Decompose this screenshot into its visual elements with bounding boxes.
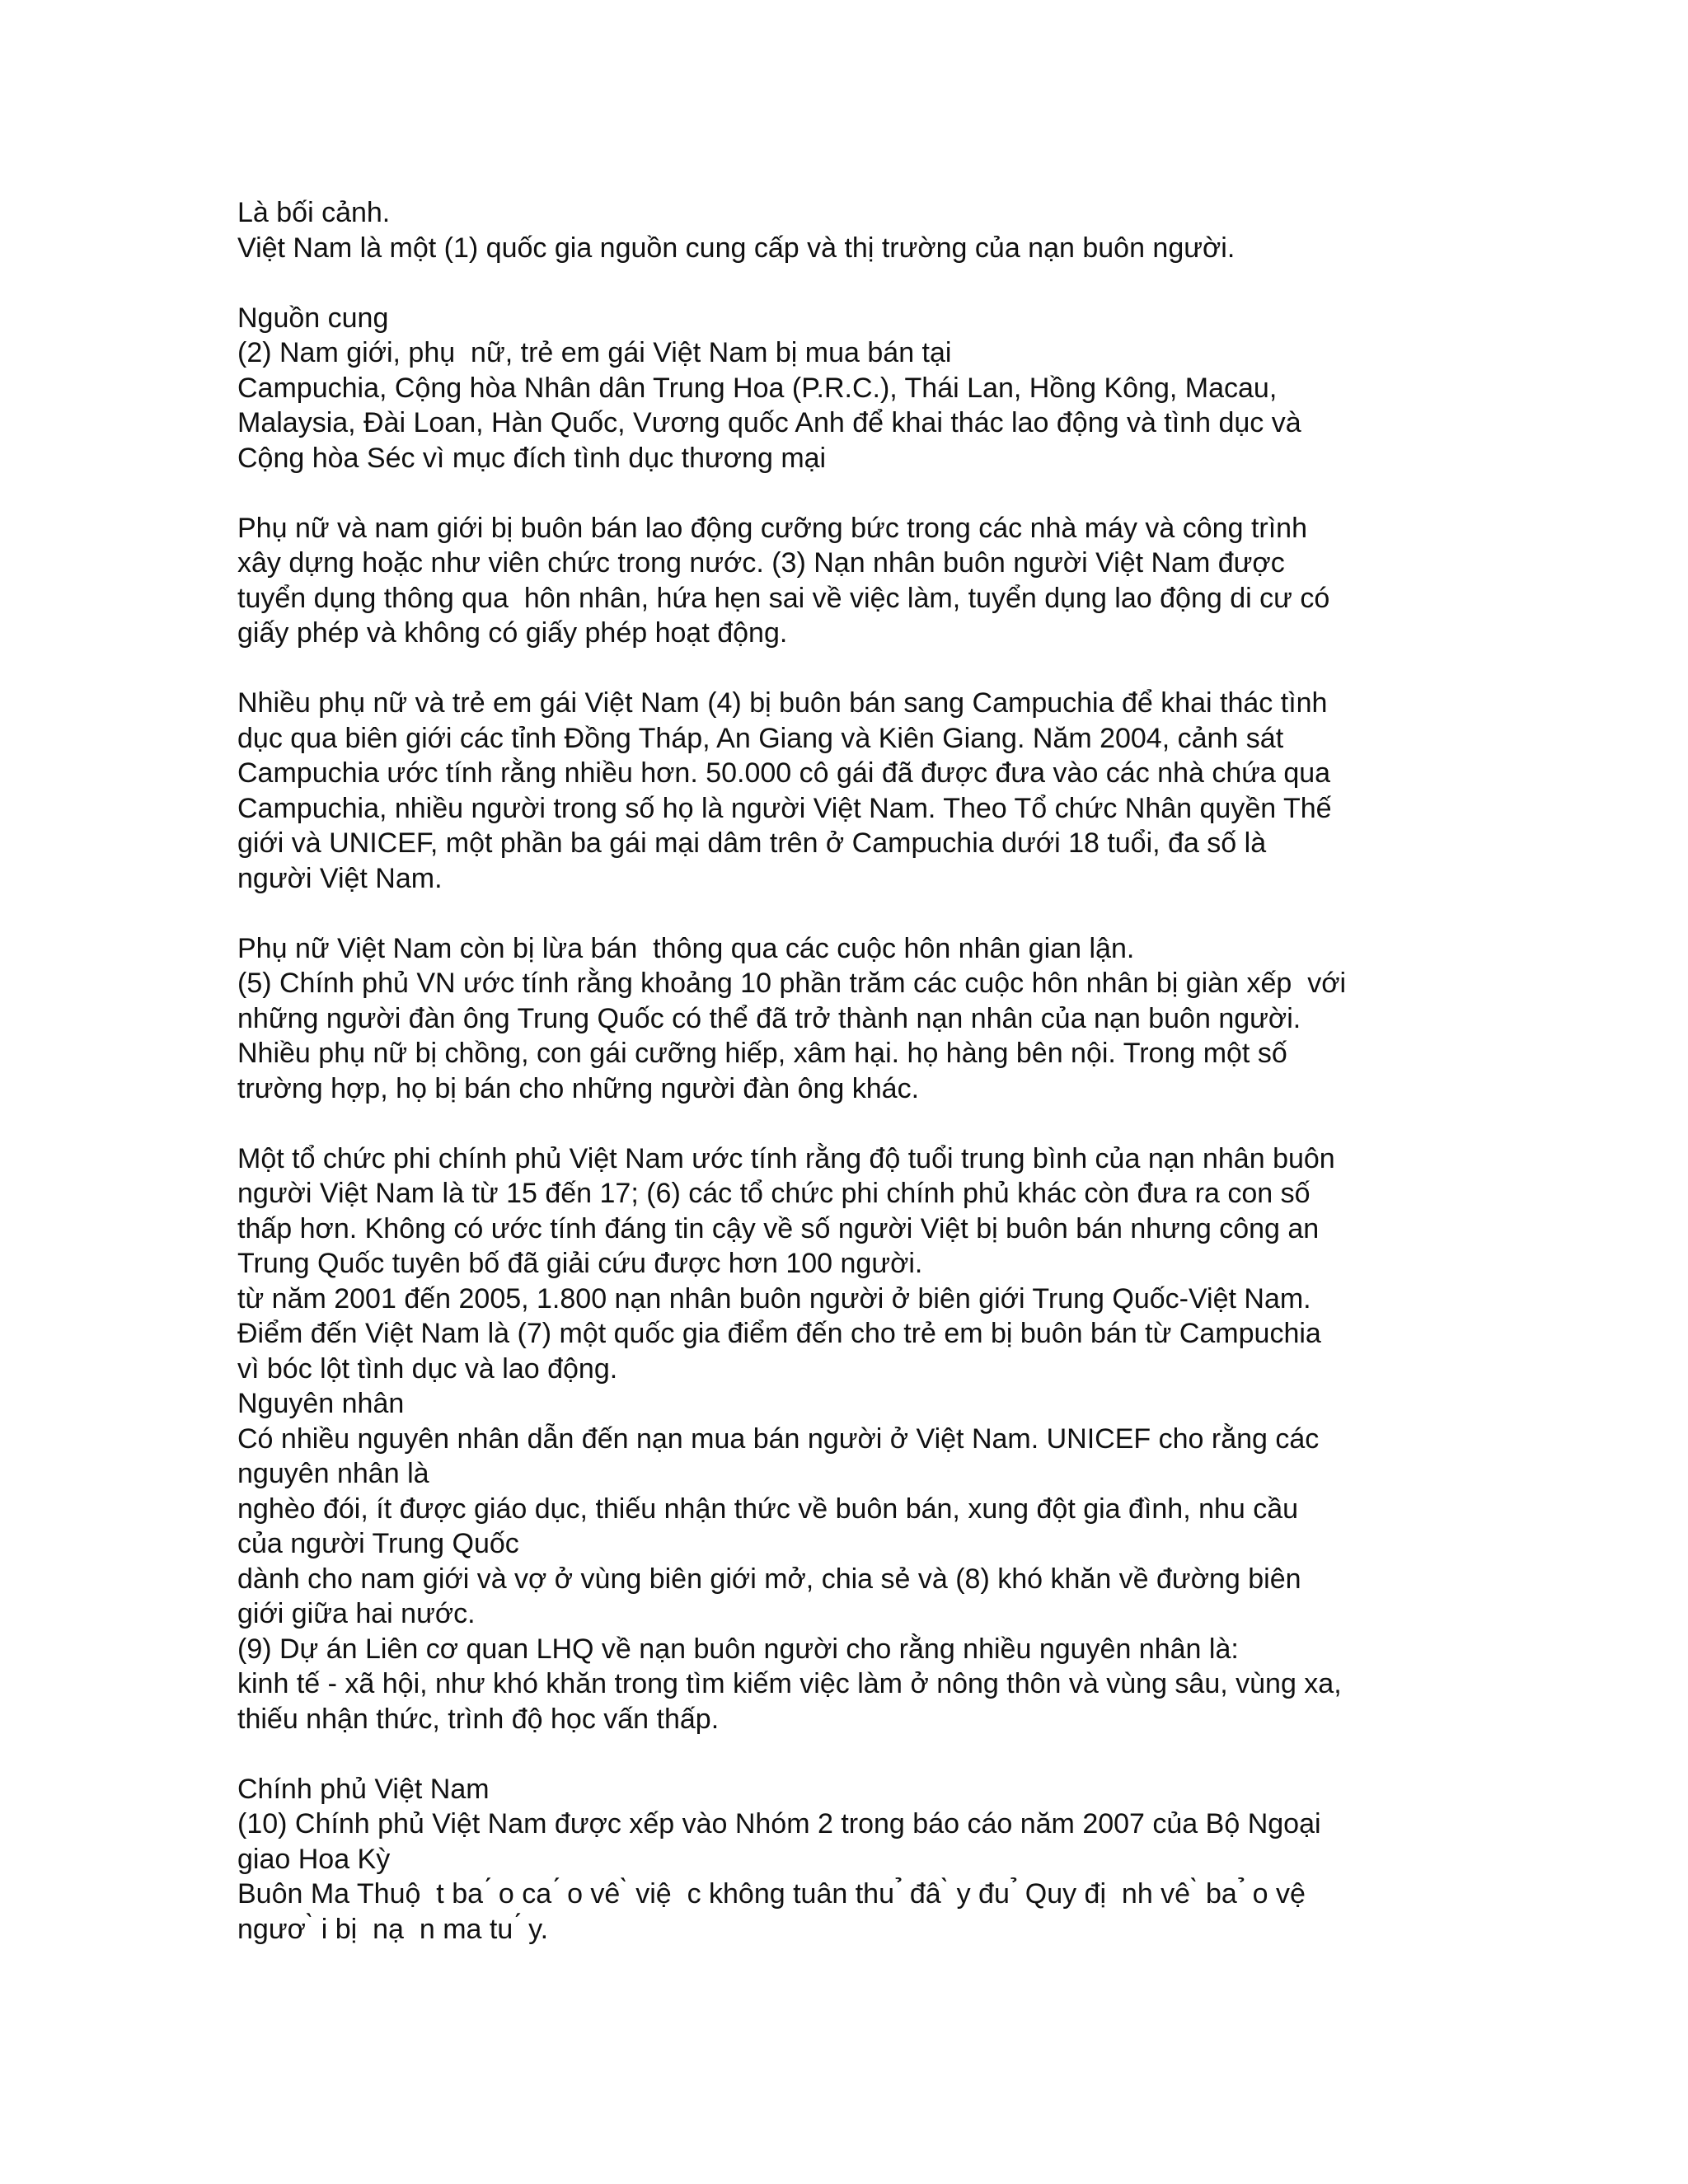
text-line: giao Hoa Kỳ <box>237 1843 391 1875</box>
text-line: nguyên nhân là <box>237 1458 429 1489</box>
text-line: dục qua biên giới các tỉnh Đồng Tháp, An Giang và Kiên Giang. Năm 2004, cảnh sát <box>237 722 1284 754</box>
text-line: tuyển dụng thông qua hôn nhân, hứa hẹn sai về việc làm, tuyển dụng lao động di cư có <box>237 582 1330 614</box>
text-line: ngươ ̀ i bị nạ n ma tu ́ y. <box>237 1913 549 1945</box>
blank-line <box>237 651 1457 687</box>
text-line: (9) Dự án Liên cơ quan LHQ về nạn buôn người cho rằng nhiều nguyên nhân là: <box>237 1633 1239 1665</box>
text-line: Buôn Ma Thuộ t ba ́ o ca ́ o vê ̀ việ c không tuân thu ̉ đâ ̀ y đu ̉ Quy đị nh vê ̀ ba ̉ o vệ <box>237 1878 1306 1910</box>
text-line: (10) Chính phủ Việt Nam được xếp vào Nhóm 2 trong báo cáo năm 2007 của Bộ Ngoại <box>237 1808 1321 1840</box>
text-line: (5) Chính phủ VN ước tính rằng khoảng 10 phần trăm các cuộc hôn nhân bị giàn xếp với <box>237 968 1347 999</box>
text-line: Một tổ chức phi chính phủ Việt Nam ước tính rằng độ tuổi trung bình của nạn nhân buôn <box>237 1142 1335 1174</box>
text-line: giấy phép và không có giấy phép hoạt động. <box>237 617 788 649</box>
document-body <box>237 195 1457 1947</box>
text-line: Chính phủ Việt Nam <box>237 1773 490 1805</box>
blank-line <box>237 1736 1457 1772</box>
text-line: Có nhiều nguyên nhân dẫn đến nạn mua bán người ở Việt Nam. UNICEF cho rằng các <box>237 1422 1320 1455</box>
text-line: Phụ nữ Việt Nam còn bị lừa bán thông qua các cuộc hôn nhân gian lận. <box>237 932 1135 964</box>
text-line: Nguồn cung <box>237 302 389 334</box>
text-line: Cộng hòa Séc vì mục đích tình dục thương mại <box>237 442 827 474</box>
text-line: xây dựng hoặc như viên chức trong nước. (3) Nạn nhân buôn người Việt Nam được <box>237 547 1285 579</box>
text-line: trường hợp, họ bị bán cho những người đàn ông khác. <box>237 1072 920 1104</box>
text-line: Trung Quốc tuyên bố đã giải cứu được hơn 100 người. <box>237 1248 923 1279</box>
text-line: Campuchia ước tính rằng nhiều hơn. 50.000 cô gái đã được đưa vào các nhà chứa qua <box>237 757 1331 789</box>
text-line: kinh tế - xã hội, như khó khăn trong tìm kiếm việc làm ở nông thôn và vùng sâu, vùng xa, <box>237 1668 1342 1699</box>
blank-line <box>237 265 1457 301</box>
text-line: Là bối cảnh. <box>237 197 391 228</box>
text-line: giới và UNICEF, một phần ba gái mại dâm trên ở Campuchia dưới 18 tuổi, đa số là <box>237 827 1267 859</box>
text-line: Nguyên nhân <box>237 1388 405 1419</box>
text-line: Điểm đến Việt Nam là (7) một quốc gia điểm đến cho trẻ em bị buôn bán từ Campuchia <box>237 1318 1321 1349</box>
text-line: Campuchia, nhiều người trong số họ là người Việt Nam. Theo Tổ chức Nhân quyền Thế <box>237 792 1332 824</box>
text-line: người Việt Nam là từ 15 đến 17; (6) các tổ chức phi chính phủ khác còn đưa ra con số <box>237 1178 1311 1209</box>
text-line: thấp hơn. Không có ước tính đáng tin cậy về số người Việt bị buôn bán nhưng công an <box>237 1212 1320 1244</box>
text-line: Nhiều phụ nữ bị chồng, con gái cưỡng hiếp, xâm hại. họ hàng bên nội. Trong một số <box>237 1038 1287 1069</box>
text-line: Campuchia, Cộng hòa Nhân dân Trung Hoa (P.R.C.), Thái Lan, Hồng Kông, Macau, <box>237 372 1278 404</box>
text-line: Malaysia, Đài Loan, Hàn Quốc, Vương quốc Anh để khai thác lao động và tình dục và <box>237 407 1301 438</box>
text-line: thiếu nhận thức, trình độ học vấn thấp. <box>237 1703 720 1735</box>
text-line: của người Trung Quốc <box>237 1528 519 1559</box>
text-line: từ năm 2001 đến 2005, 1.800 nạn nhân buôn người ở biên giới Trung Quốc-Việt Nam. <box>237 1282 1311 1315</box>
text-line: (2) Nam giới, phụ nữ, trẻ em gái Việt Nam bị mua bán tại <box>237 337 952 368</box>
text-line: Nhiều phụ nữ và trẻ em gái Việt Nam (4) bị buôn bán sang Campuchia để khai thác tình <box>237 687 1328 719</box>
blank-line <box>237 476 1457 511</box>
text-line: vì bóc lột tình dục và lao động. <box>237 1352 618 1385</box>
text-line: người Việt Nam. <box>237 862 443 894</box>
text-line: Phụ nữ và nam giới bị buôn bán lao động cưỡng bức trong các nhà máy và công trình <box>237 512 1307 544</box>
text-line: những người đàn ông Trung Quốc có thể đã trở thành nạn nhân của nạn buôn người. <box>237 1002 1301 1034</box>
text-line: nghèo đói, ít được giáo dục, thiếu nhận thức về buôn bán, xung đột gia đình, nhu cầu <box>237 1493 1299 1525</box>
text-line: dành cho nam giới và vợ ở vùng biên giới mở, chia sẻ và (8) khó khăn về đường biên <box>237 1563 1301 1595</box>
text-line: giới giữa hai nước. <box>237 1598 476 1629</box>
text-line: Việt Nam là một (1) quốc gia nguồn cung cấp và thị trường của nạn buôn người. <box>237 232 1236 264</box>
blank-line <box>237 896 1457 931</box>
blank-line <box>237 1106 1457 1141</box>
